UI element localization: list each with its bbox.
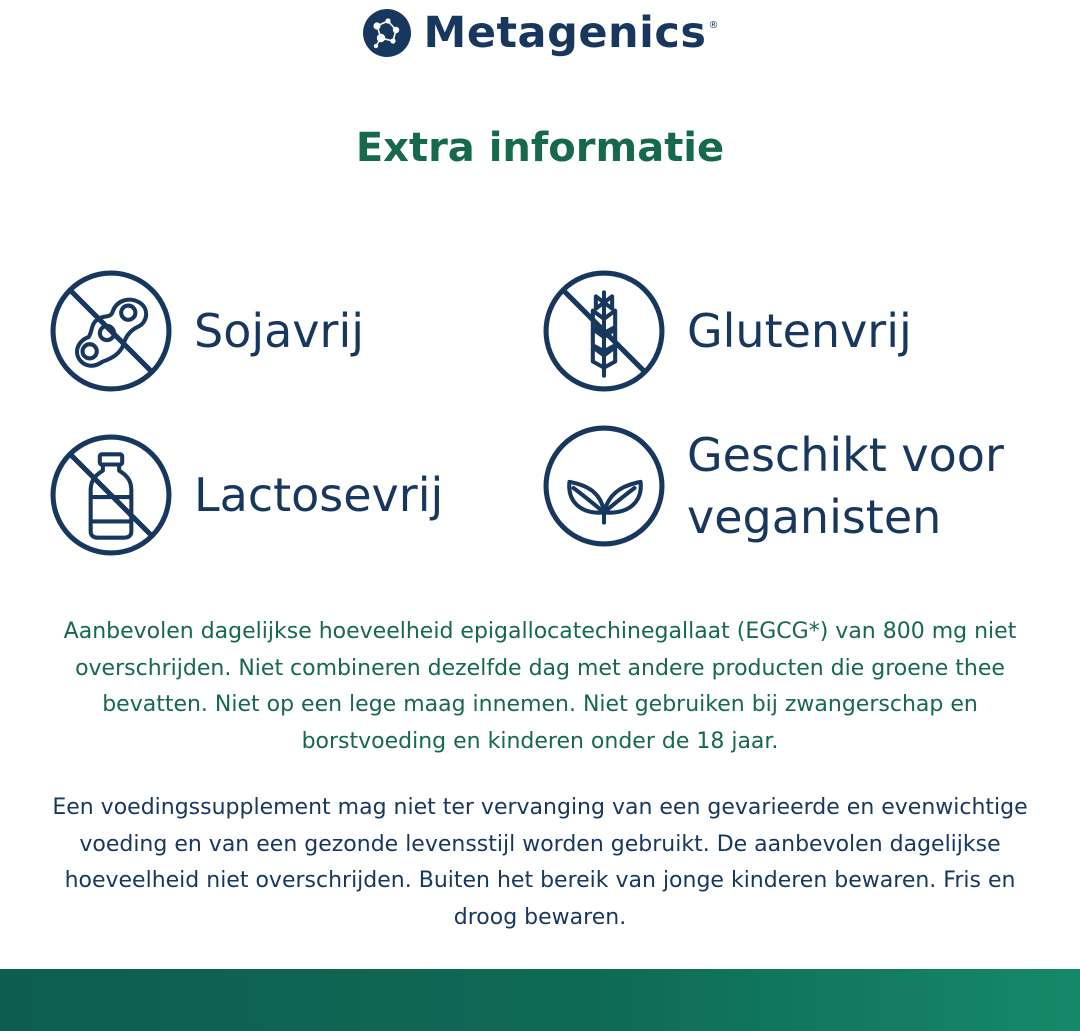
vegan-leaf-icon [543, 425, 665, 547]
lactose-free-icon [50, 434, 172, 556]
feature-label: Sojavrij [194, 304, 365, 358]
molecule-globe-icon [362, 8, 412, 58]
registered-mark: ® [708, 20, 719, 31]
feature-label: Lactosevrij [194, 468, 444, 522]
soy-free-icon [50, 270, 172, 392]
gluten-free-icon [543, 270, 665, 392]
brand-name: Metagenics [423, 8, 707, 58]
brand-logo [0, 8, 1080, 58]
page-title: Extra informatie [355, 125, 725, 171]
feature-label: Geschikt voor veganisten [687, 428, 1004, 544]
feature-label: Glutenvrij [687, 304, 912, 358]
feature-vegan [543, 424, 1027, 548]
feature-gluten-free [543, 270, 912, 392]
supplement-notice-text: Een voedingssupplement mag niet ter vervanging van een gevarieerde en evenwichtige voeding en van een gezonde levensstijl worden gebruikt. De aanbevolen dagelijkse hoeveelheid niet overschrijden. Buiten het bereik van jonge kinderen bewaren. Fris en droog bewaren. [52, 795, 1028, 930]
feature-lactose-free [50, 434, 443, 556]
egcg-warning-text: Aanbevolen dagelijkse hoeveelheid epigallocatechinegallaat (EGCG*) van 800 mg niet overschrijden. Niet combineren dezelfde dag met andere producten die groene thee bevatten. Niet op een lege maag innemen. Niet gebruiken bij zwangerschap en borstvoeding en kinderen onder de 18 jaar. [63, 619, 1017, 754]
footer-bar [0, 969, 1080, 1031]
feature-soy-free [50, 270, 364, 392]
